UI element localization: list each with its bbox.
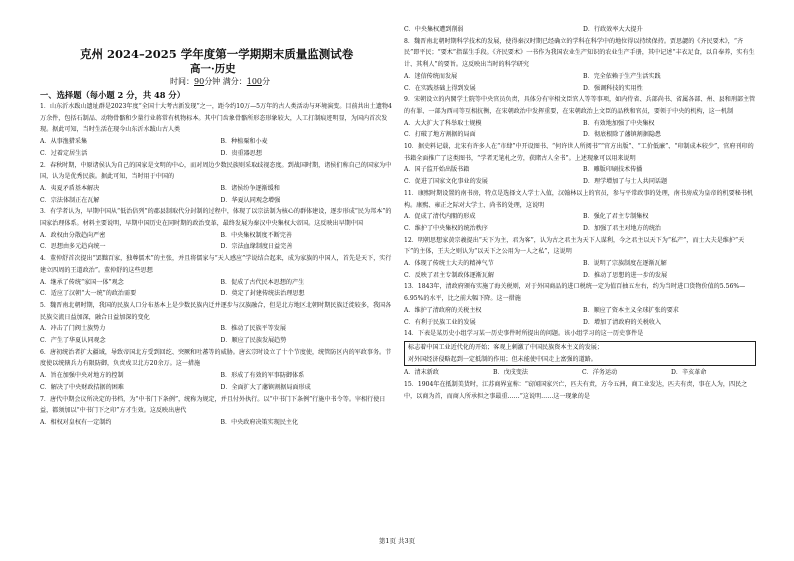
answer-option: D．顺应了民族发展趋势 xyxy=(220,337,287,345)
answer-option: B．雕版印刷技术传播 xyxy=(583,166,643,174)
option-group xyxy=(40,370,395,393)
question-stem: 1．山东沂水跋山遗址群是2023年度“全国十大考古新发现”之一，距今约10万—5万年的古人类活动与环境演变。目前共出土遗物4万余件，包括石制品、动物骨骼和少量行业蒋常有机物标本。其中门齿象骨骼所形态形象较大，人工打制痕迹明显，为国内首次发现。据此可知，当时生活在现今山东沂水跋山古人类 xyxy=(40,103,392,134)
answer-option: A．大大扩大了科举取士规模 xyxy=(404,119,482,127)
question-table xyxy=(404,341,756,366)
option-group xyxy=(404,164,756,187)
question xyxy=(404,36,756,95)
answer-option: B．形成了有效的军事防御体系 xyxy=(220,372,305,380)
answer-option: D．奠定了封建传统法治理思想 xyxy=(220,290,305,298)
table-line: 标志着中国工业近代化的开始；客观上刺激了中国民族资本主义的发展； xyxy=(408,343,603,351)
time-label: 时间： xyxy=(170,77,194,86)
question xyxy=(404,94,756,141)
option-group xyxy=(40,323,395,346)
question-stem: 4．董仲舒首次提出“罢黜百家，独尊儒术”的主张，并且将儒家与“天人感应”学说结合起来，成为家族的中国人，首先是天下，实行建立四周的王道政治”。董仲舒的这些思想 xyxy=(40,255,392,274)
question-stem: 11．康熙时期设置的南书房，特点是选择文人学士入值，汉翰林以上的官员，参与平常政事的处理，南书房成为皇帝的机要秘书机构。康熙、雍正之际对大学士、尚书的处理，这说明 xyxy=(404,189,754,209)
answer-option: B．强化了君主专制集权 xyxy=(583,213,649,221)
question xyxy=(40,394,395,429)
section-heading: 一、选择题（每小题 2 分，共 48 分） xyxy=(40,90,186,100)
answer-option: C．适应了汉朝“大一统”的政治需要 xyxy=(40,290,137,298)
question-stem: 8．魏晋南北朝时期科学技术的发展，使得秦汉时期已经确立的学科在科学中的地位得以持续保持。贾思勰的《齐民要术》，“齐民”即平民；“要术”指谋生手段。《齐民要术》一书作为我国农业生产知识的农业生产手册，其中记述“丰衣足食，以自奉养，实有生计、其利人”的要旨。这反映出当时的科学研究 xyxy=(404,37,755,69)
answer-option: A．旨在加强中央对地方的控制 xyxy=(40,372,124,380)
answer-option: D．推动了思想的进一步的发展 xyxy=(583,271,668,279)
left-column xyxy=(40,0,395,429)
answer-option: C．促进了国家文化事业的发展 xyxy=(404,178,488,186)
answer-option: C．宗法体制正在瓦解 xyxy=(40,196,100,204)
option-group xyxy=(40,417,395,429)
score-unit: 分 xyxy=(262,77,271,86)
question-stem: 2．春秋时期，中原诸侯认为自己的国家是文明的中心，而对周边少数民族则采取歧视态度。到战国时期，诸侯们称自己的国家为中国，认为是优秀民族。据此可知，当时用于中国的 xyxy=(40,161,392,181)
answer-option: D．增加了清政府的关税收入 xyxy=(583,318,662,326)
answer-option: D．全面扩大了藩镇割据局面形成 xyxy=(220,383,311,391)
question-stem: 15．1904年在抵制美货时，江苏商界宣称：“窃闻国家兴亡，匹夫有责，方今五洲，商工业发达，匹夫有责，事在人为，四民之中，以商为首，而商人所承担之事最重……”这说明……这一现象的是 xyxy=(404,381,748,400)
answer-option: A．夷夏矛盾基本解决 xyxy=(40,184,100,192)
answer-option: B．顺应了资本主义全球扩张的要求 xyxy=(583,306,679,314)
option-group xyxy=(404,211,756,234)
answer-option: A．维护了清政府的关税主权 xyxy=(404,306,482,314)
question xyxy=(404,328,756,379)
question-stem: 12．明朝思想家黄宗羲提出“天下为主，君为客”，认为古之君主为天下人谋利，今之君主以天下为“私产”，而士大夫是维护“天下”的主体，王夫之则认为“以天下之公用为一人之私”，这说明 xyxy=(404,236,745,256)
question-stem: 7．唐代中期会议所决定的书档，为“中书门下条例”，统称为规定，并且付外执行。以“中书门下条例”行施中书令等。宰相行使日益，都须加以“中书门下之印”方才生效。这反映出唐代 xyxy=(40,395,386,415)
question xyxy=(404,188,756,235)
question xyxy=(40,101,395,160)
answer-option: B．种植粟和小麦 xyxy=(220,138,268,146)
option-group xyxy=(40,136,395,159)
answer-option: A．继承了传统“家国一体”观念 xyxy=(40,278,124,286)
exam-subtitle: 高一·历史 xyxy=(190,63,236,75)
question-stem: 5．魏晋南北朝时期，我国的民族人口分布基本上是少数民族内迁并逐步与汉族融合，但是北方地区北朝时期民族迁徙较多，我国各民族交流日益加深，融合日益加深的变化 xyxy=(40,301,392,321)
answer-option: B．中央政府决策实现民主化 xyxy=(220,418,299,426)
question-stem: 3．有学者认为，早期中国从“低治倍列”的郡县制取代分封制的过程中，体现了以宗法制为核心的群体建设，逐步形成“民为邦本”的国家治理体系。材料主要说明，早期中国历史在同时期的政治变革，最终发展为秦汉中央集权大帝国。这反映出早期中国 xyxy=(40,208,392,228)
question xyxy=(40,300,395,347)
answer-option: B．诸侯纷争逐渐缓和 xyxy=(220,184,280,192)
question xyxy=(404,379,756,402)
question xyxy=(404,24,756,36)
answer-option: D．贵重器思想 xyxy=(220,149,262,157)
option-group xyxy=(40,230,395,253)
answer-option: D．行政效率大大提升 xyxy=(583,26,643,33)
answer-option: D．彻底根除了藩镇割据隐患 xyxy=(583,131,662,139)
answer-option: C．解决了中央财政拮据的困难 xyxy=(40,383,124,391)
option-group xyxy=(404,258,756,281)
option-group xyxy=(404,118,756,141)
question xyxy=(40,206,395,253)
answer-option: C．过着定居生活 xyxy=(40,149,88,157)
answer-option: C．中央集权遭到削弱 xyxy=(404,26,464,33)
time-value: 90 xyxy=(194,77,205,86)
answer-option: D．强调科技的实用性 xyxy=(583,84,643,92)
answer-option: A．国子监开始出版书籍 xyxy=(404,166,470,174)
question-stem: 6．唐初统治者扩大疆域，导致帝国北方受到回纥、突厥和吐蕃等的威胁。唐玄宗时设立了十个节度使，统管防区内的军政事务。节度使以统辖兵力有限防御，负责戍卫北方20余万。这一措施 xyxy=(40,348,392,368)
answer-option: A．从事渔猎采集 xyxy=(40,138,88,146)
question xyxy=(40,347,395,394)
question xyxy=(40,253,395,300)
answer-option: D．华夏认同观念增强 xyxy=(220,196,281,204)
exam-meta xyxy=(40,76,395,88)
question-stem: 14．下表是某历史小组学习某一历史事件时所提出的问题。该小组学习的这一历史事件是 xyxy=(404,330,644,338)
answer-option: A．政权由分散趋向严密 xyxy=(40,231,106,239)
answer-option: D．宗法血缘制度日益完善 xyxy=(220,243,293,251)
answer-option: B．完全依赖于生产生活实践 xyxy=(583,72,661,80)
answer-option: C．维护了中央集权的统治秩序 xyxy=(404,224,488,232)
question xyxy=(404,281,756,328)
answer-option: B．说明了宗族制度在逐渐瓦解 xyxy=(583,260,667,268)
answer-option: A．体现了传统士大夫的精神气节 xyxy=(404,260,494,268)
page-footer: 第1页 共3页 xyxy=(378,537,416,545)
answer-option: C．思想由多元趋向统一 xyxy=(40,243,106,251)
option-group xyxy=(40,183,395,206)
answer-option: C．洋务运动 xyxy=(582,369,618,377)
answer-option: B．戊戌变法 xyxy=(493,369,528,377)
answer-option: C．反映了君主专制政体逐渐瓦解 xyxy=(404,271,494,279)
answer-option: B．中央集权制度不断完善 xyxy=(220,231,293,239)
left-question-list xyxy=(40,101,395,429)
answer-option: A．迷信传统而发展 xyxy=(404,72,458,80)
option-group xyxy=(404,24,756,36)
answer-option: D．辛亥革命 xyxy=(671,369,707,377)
answer-option: B．推动了民族平等发展 xyxy=(220,325,286,333)
right-column xyxy=(404,0,756,403)
answer-option: C．在实践基础上得到发展 xyxy=(404,84,476,92)
question-stem: 9．宋朝设立的内閣学士院等中央官员负责，具体分有宰相文臣官人等等事项，如内侍省、兵部尚书、省属各部、州、县和刑部主管的有罪、一部为西司等互相抗衡，在宋朝政治中发挥重要，在宋朝政治上文臣的品秩和官员，要领于中央的机构，这一机制 xyxy=(404,96,756,115)
option-group xyxy=(404,305,756,328)
score-value: 100 xyxy=(246,77,263,86)
answer-option: A．相权对皇权有一定制约 xyxy=(40,418,112,426)
answer-option: B．促成了古代民本思想的产生 xyxy=(220,278,305,286)
option-group xyxy=(40,277,395,300)
question-stem: 10．据史料记载，北宋有许多人在“市肆”中开设图书、“何许世人所阅书”“官方出版”、“工价低廉”、“印制成本较少”，官府刊印的书籍全面推广了这类图书，“学者无笔札之劳，获睹古人全书”。上述现象可以用来说明 xyxy=(404,143,754,162)
question xyxy=(40,160,395,207)
question xyxy=(404,141,756,188)
answer-option: A．促成了清代内閣的形成 xyxy=(404,213,476,221)
right-question-list xyxy=(404,24,756,403)
answer-option: C．打破了地方割据的局面 xyxy=(404,131,476,139)
question xyxy=(404,235,756,282)
option-group xyxy=(404,71,756,94)
exam-title: 克州 2024–2025 学年度第一学期期末质量监测试卷 xyxy=(80,47,354,61)
time-unit: 分钟 满分： xyxy=(204,77,247,86)
answer-option: D．加强了君主对地方的统治 xyxy=(583,224,662,232)
answer-option: A．冲击了门阀士族势力 xyxy=(40,325,106,333)
answer-option: B．有效地加强了中央集权 xyxy=(583,119,655,127)
answer-option: C．产生了华夏认同观念 xyxy=(40,337,106,345)
question-stem: 13．1843年，清政府颁布实施了海关税则，对于外国商品的进口税统一定为值百抽五左右，约为当时进口货物价值的5.56%—6.95%的水平，比之前大幅下降。这一措施 xyxy=(404,283,746,303)
option-group xyxy=(404,367,756,379)
answer-option: C．有利于民族工业的发展 xyxy=(404,318,476,326)
answer-option: D．理学增加了与士人共同话题 xyxy=(583,178,668,186)
table-line: 对外国经济侵略起到一定抵制的作用；但未能使中国走上富强的道路。 xyxy=(408,355,597,363)
answer-option: A．清末新政 xyxy=(404,369,439,377)
